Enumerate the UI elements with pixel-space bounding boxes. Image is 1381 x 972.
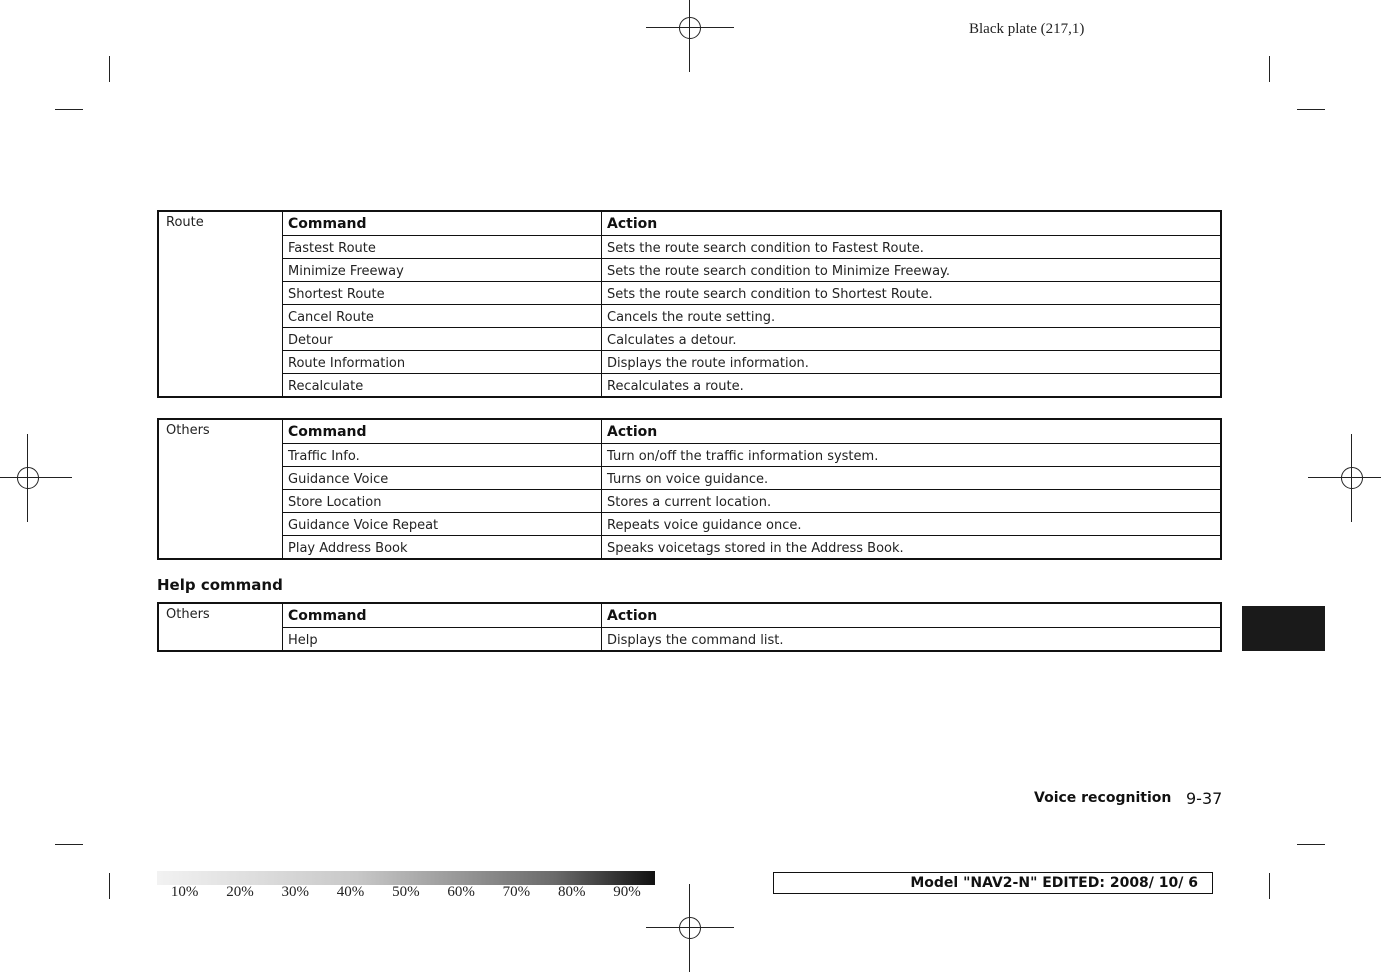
command-cell: Shortest Route xyxy=(283,282,602,304)
action-cell: Repeats voice guidance once. xyxy=(607,518,802,533)
action-cell: Recalculates a route. xyxy=(607,379,744,394)
command-header: Command xyxy=(283,604,602,627)
help-command-table xyxy=(157,602,1222,652)
table-row xyxy=(283,350,1220,373)
table-category: Others xyxy=(159,420,283,558)
action-cell: Turns on voice guidance. xyxy=(607,472,769,487)
command-cell: Help xyxy=(283,628,602,650)
command-cell: Cancel Route xyxy=(283,305,602,327)
page-number: 9-37 xyxy=(1186,789,1223,808)
command-cell: Store Location xyxy=(283,490,602,512)
footer-section-name: Voice recognition xyxy=(1034,790,1172,806)
command-cell: Guidance Voice xyxy=(283,467,602,489)
registration-mark-right xyxy=(1308,434,1381,522)
table-row xyxy=(283,373,1220,396)
table-row xyxy=(283,235,1220,258)
action-header: Action xyxy=(607,424,658,440)
action-cell: Sets the route search condition to Fastest Route. xyxy=(607,241,924,256)
help-command-heading: Help command xyxy=(157,576,283,594)
percent-label: 80% xyxy=(557,884,586,900)
plate-label: Black plate (217,1) xyxy=(969,21,1085,37)
table-header-row xyxy=(283,212,1220,235)
command-cell: Fastest Route xyxy=(283,236,602,258)
action-cell: Turn on/off the traffic information system. xyxy=(607,449,879,464)
action-cell: Stores a current location. xyxy=(607,495,772,510)
action-cell: Cancels the route setting. xyxy=(607,310,776,325)
command-header: Command xyxy=(283,420,602,443)
percent-label: 10% xyxy=(170,884,199,900)
model-edited-box: Model "NAV2-N" EDITED: 2008/ 10/ 6 xyxy=(773,872,1213,894)
command-header: Command xyxy=(283,212,602,235)
percent-label: 20% xyxy=(226,884,254,900)
registration-mark-top xyxy=(646,0,734,72)
command-cell: Play Address Book xyxy=(283,536,602,558)
command-cell: Traffic Info. xyxy=(283,444,602,466)
registration-mark-bottom xyxy=(646,884,734,972)
percent-label: 90% xyxy=(613,884,641,900)
table-row xyxy=(283,627,1220,650)
table-header-row xyxy=(283,420,1220,443)
action-cell: Sets the route search condition to Shortest Route. xyxy=(607,287,933,302)
command-cell: Route Information xyxy=(283,351,602,373)
action-cell: Calculates a detour. xyxy=(607,333,737,348)
registration-mark-left xyxy=(0,434,72,522)
command-cell: Guidance Voice Repeat xyxy=(283,513,602,535)
table-header-row xyxy=(283,604,1220,627)
table-row xyxy=(283,304,1220,327)
others-command-table xyxy=(157,418,1222,560)
gray-scale-labels xyxy=(157,884,655,901)
table-category: Route xyxy=(159,212,283,396)
table-row xyxy=(283,281,1220,304)
gray-scale-bar xyxy=(157,871,655,885)
table-row xyxy=(283,535,1220,558)
table-row xyxy=(283,258,1220,281)
table-row xyxy=(283,443,1220,466)
command-cell: Detour xyxy=(283,328,602,350)
action-cell: Displays the command list. xyxy=(607,633,784,648)
percent-label: 30% xyxy=(281,884,309,900)
percent-label: 40% xyxy=(336,884,365,900)
table-row xyxy=(283,466,1220,489)
table-row xyxy=(283,327,1220,350)
percent-label: 60% xyxy=(447,884,475,900)
table-row xyxy=(283,489,1220,512)
percent-label: 50% xyxy=(392,884,420,900)
table-row xyxy=(283,512,1220,535)
action-cell: Displays the route information. xyxy=(607,356,809,371)
command-cell: Minimize Freeway xyxy=(283,259,602,281)
action-cell: Speaks voicetags stored in the Address Book. xyxy=(607,541,904,556)
table-category: Others xyxy=(159,604,283,650)
command-cell: Recalculate xyxy=(283,374,602,396)
action-header: Action xyxy=(607,608,658,624)
action-header: Action xyxy=(607,216,658,232)
section-thumb-tab xyxy=(1242,606,1325,651)
action-cell: Sets the route search condition to Minimize Freeway. xyxy=(607,264,951,279)
percent-label: 70% xyxy=(502,884,531,900)
route-command-table xyxy=(157,210,1222,398)
